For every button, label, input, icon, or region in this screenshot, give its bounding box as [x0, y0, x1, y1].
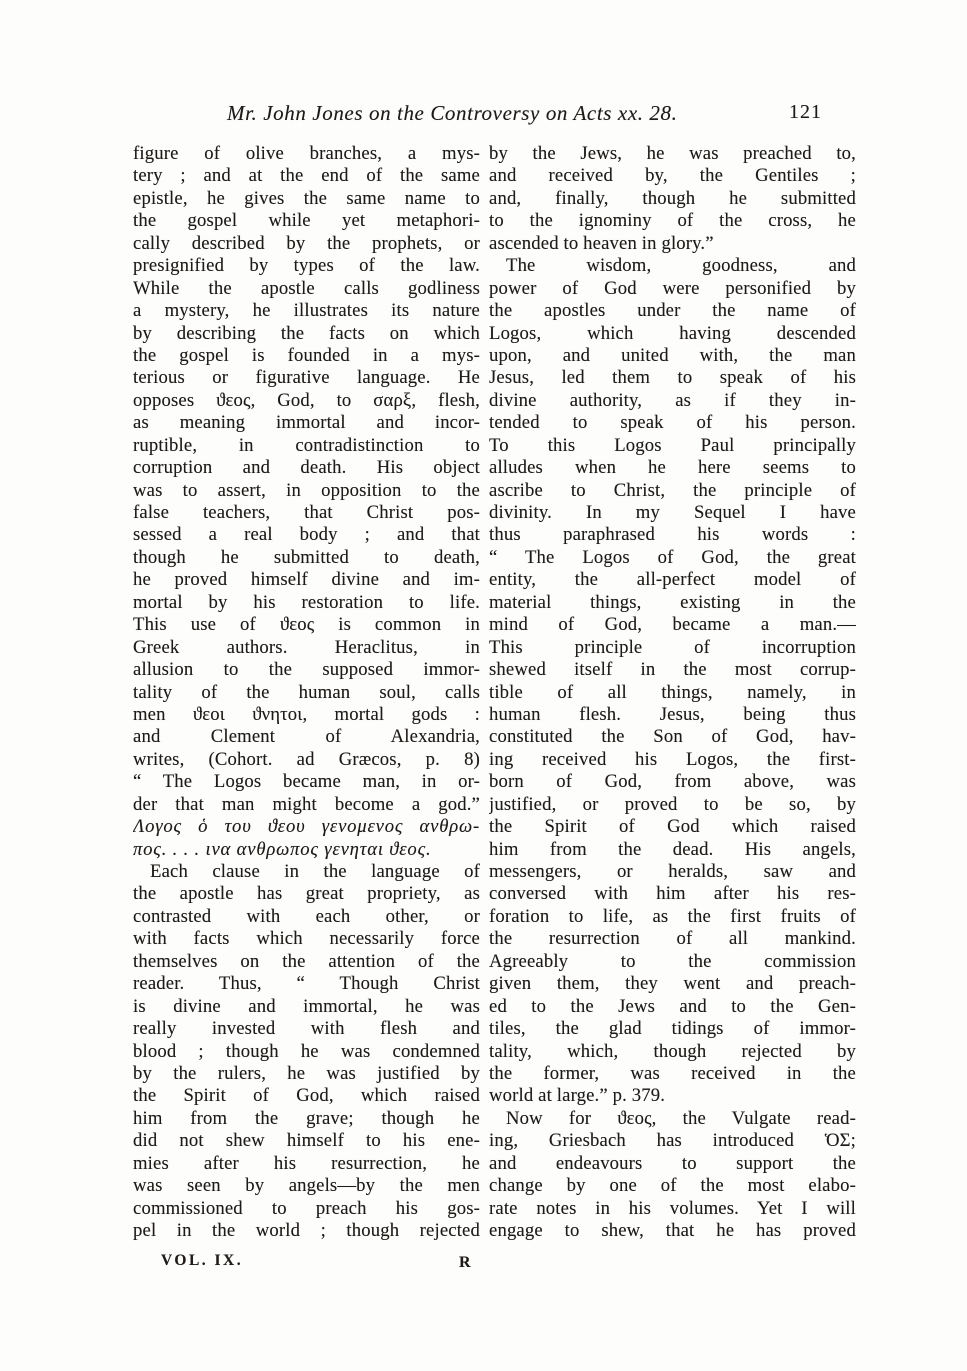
text-line: ing, Griesbach has introduced ὉΣ; — [489, 1130, 856, 1152]
text-line: cally described by the prophets, or — [133, 232, 480, 254]
text-line: the apostle has great propriety, as — [133, 883, 480, 905]
text-line: blood ; though he was condemned — [133, 1040, 480, 1062]
text-line: is divine and immortal, he was — [133, 995, 480, 1017]
text-line: tery ; and at the end of the same — [133, 165, 480, 187]
text-line: tality, which, though rejected by — [489, 1040, 856, 1062]
text-line: him from the dead. His angels, — [489, 838, 856, 860]
text-line: and, finally, though he submitted — [489, 187, 856, 209]
text-line: entity, the all-perfect model of — [489, 569, 856, 591]
text-line: figure of olive branches, a mys- — [133, 143, 480, 164]
text-line: terious or figurative language. He — [133, 367, 480, 389]
text-line: human flesh. Jesus, being thus — [489, 703, 856, 725]
text-line: the gospel is founded in a mys- — [133, 344, 480, 366]
text-line: with facts which necessarily force — [133, 928, 480, 950]
text-line: writes, (Cohort. ad Græcos, p. 8) — [133, 748, 480, 770]
text-line: to the ignominy of the cross, he — [489, 210, 856, 232]
text-line: tended to speak of his person. — [489, 412, 856, 434]
text-line: shewed itself in the most corrup- — [489, 659, 856, 681]
text-line: mies after his resurrection, he — [133, 1152, 480, 1174]
text-line: Jesus, led them to speak of his — [489, 367, 856, 389]
text-line: did not shew himself to his ene- — [133, 1130, 480, 1152]
text-line: by describing the facts on which — [133, 322, 480, 344]
text-line: constituted the Son of God, hav- — [489, 726, 856, 748]
page-number: 121 — [789, 101, 822, 123]
text-line: and Clement of Alexandria, — [133, 726, 480, 748]
text-line: reader. Thus, “ Though Christ — [133, 973, 480, 995]
text-line: he proved himself divine and im- — [133, 569, 480, 591]
text-line: sessed a real body ; and that — [133, 524, 480, 546]
text-line: “ The Logos of God, the great — [489, 546, 856, 568]
text-line: the Spirit of God which raised — [489, 816, 856, 838]
text-line: tible of all things, namely, in — [489, 681, 856, 703]
text-line: thus paraphrased his words : — [489, 524, 856, 546]
text-line: the resurrection of all mankind. — [489, 928, 856, 950]
text-line: “ The Logos became man, in or- — [133, 771, 480, 793]
text-line: men ϑεοι ϑνητοι, mortal gods : — [133, 703, 480, 725]
text-line: as meaning immortal and incor- — [133, 412, 480, 434]
text-line: engage to shew, that he has proved — [489, 1220, 856, 1241]
text-line: conversed with him after his res- — [489, 883, 856, 905]
text-line: commissioned to preach his gos- — [133, 1197, 480, 1219]
text-line: allusion to the supposed immor- — [133, 659, 480, 681]
text-line: This use of ϑεος is common in — [133, 614, 480, 636]
text-line: opposes ϑεος, God, to σαρξ, flesh, — [133, 389, 480, 411]
page-header-title: Mr. John Jones on the Controversy on Acts xx. 28. — [227, 101, 678, 125]
text-line: power of God were personified by — [489, 277, 856, 299]
text-line: was to assert, in opposition to the — [133, 479, 480, 501]
text-line: by the rulers, he was justified by — [133, 1062, 480, 1084]
text-line: Now for ϑεος, the Vulgate read- — [506, 1107, 856, 1129]
text-line: the apostles under the name of — [489, 300, 856, 322]
text-line: themselves on the attention of the — [133, 950, 480, 972]
text-line: the Spirit of God, which raised — [133, 1085, 480, 1107]
text-line: presignified by types of the law. — [133, 255, 480, 277]
text-line: really invested with flesh and — [133, 1018, 480, 1040]
text-line: tality of the human soul, calls — [133, 681, 480, 703]
text-line: born of God, from above, was — [489, 771, 856, 793]
text-line: der that man might become a god.” — [133, 793, 480, 815]
text-line: given them, they went and preach- — [489, 973, 856, 995]
text-line: by the Jews, he was preached to, — [489, 143, 856, 164]
text-line: corruption and death. His object — [133, 457, 480, 479]
text-line: Agreeably to the commission — [489, 950, 856, 972]
text-line: false teachers, that Christ pos- — [133, 502, 480, 523]
text-line: Logos, which having descended — [489, 322, 856, 344]
text-line: Λογος ὁ του ϑεου γενομενος ανθρω- — [133, 816, 480, 838]
text-line: mortal by his restoration to life. — [133, 591, 480, 613]
text-line: Each clause in the language of — [150, 861, 480, 882]
text-line: rate notes in his volumes. Yet I will — [489, 1197, 856, 1219]
text-line: tiles, the glad tidings of immor- — [489, 1018, 856, 1040]
text-line: justified, or proved to be so, by — [489, 793, 856, 815]
footer-volume-label: VOL. IX. — [161, 1252, 244, 1269]
text-line: him from the grave; though he — [133, 1107, 480, 1129]
text-line: and received by, the Gentiles ; — [489, 165, 856, 187]
text-line: Greek authors. Heraclitus, in — [133, 636, 480, 658]
text-line: mind of God, became a man.— — [489, 614, 856, 636]
text-line: The wisdom, goodness, and — [506, 255, 856, 277]
text-line: world at large.” p. 379. — [489, 1085, 666, 1107]
text-line: epistle, he gives the same name to — [133, 187, 480, 209]
text-line: though he submitted to death, — [133, 546, 480, 568]
text-line: the former, was received in the — [489, 1062, 856, 1084]
text-line: ascended to heaven in glory.” — [489, 232, 714, 254]
text-line: the gospel while yet metaphori- — [133, 210, 480, 232]
right-column — [489, 143, 856, 1242]
footer-signature-mark: R — [459, 1254, 471, 1271]
text-line: contrasted with each other, or — [133, 905, 480, 927]
text-line: While the apostle calls godliness — [133, 277, 480, 299]
text-line: ruptible, in contradistinction to — [133, 434, 480, 456]
text-line: was seen by angels—by the men — [133, 1175, 480, 1197]
text-line: change by one of the most elabo- — [489, 1175, 856, 1197]
text-line: foration to life, as the first fruits of — [489, 905, 856, 927]
text-line: ascribe to Christ, the principle of — [489, 479, 856, 501]
text-line: πος. . . . ινα ανθρωπος γενηται ϑεος. — [133, 838, 432, 860]
text-line: pel in the world ; though rejected — [133, 1220, 480, 1241]
text-line: To this Logos Paul principally — [489, 434, 856, 456]
text-line: and endeavours to support the — [489, 1152, 856, 1174]
text-line: messengers, or heralds, saw and — [489, 861, 856, 882]
text-line: ing received his Logos, the first- — [489, 748, 856, 770]
text-line: a mystery, he illustrates its nature — [133, 300, 480, 322]
text-line: upon, and united with, the man — [489, 344, 856, 366]
text-line: material things, existing in the — [489, 591, 856, 613]
text-line: divine authority, as if they in- — [489, 389, 856, 411]
text-line: ed to the Jews and to the Gen- — [489, 995, 856, 1017]
text-line: divinity. In my Sequel I have — [489, 502, 856, 523]
text-line: This principle of incorruption — [489, 636, 856, 658]
text-line: alludes when he here seems to — [489, 457, 856, 479]
left-column — [133, 143, 480, 1242]
